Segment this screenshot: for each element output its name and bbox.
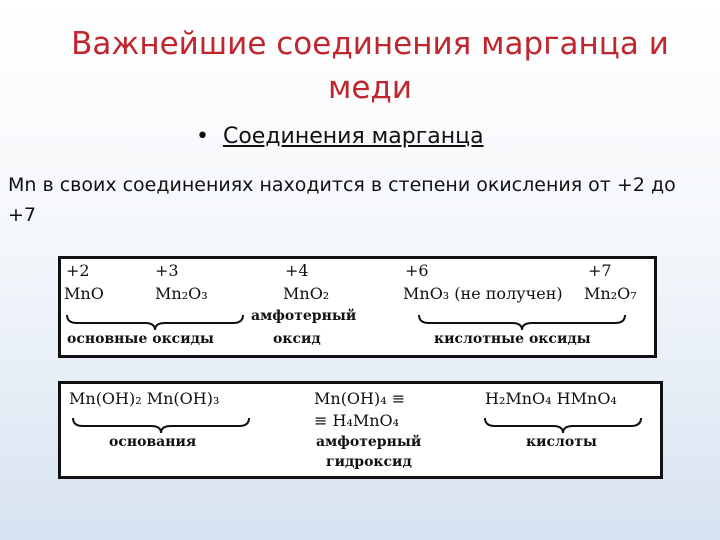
label-amphoteric: амфотерный	[251, 308, 357, 324]
label-bases: основания	[109, 434, 197, 450]
hydroxides-table	[58, 381, 663, 479]
label-amphoteric-hydroxide-1: амфотерный	[316, 434, 422, 450]
bullet-item	[196, 124, 484, 149]
formula-mn2o3: Mn₂O₃	[155, 284, 208, 303]
formula-mno2: MnO₂	[283, 284, 330, 303]
ox-state-3: +3	[155, 261, 179, 280]
formula-mno3: MnO₃ (не получен)	[403, 284, 563, 303]
formula-mnoh4: Mn(OH)₄ ≡	[314, 389, 406, 408]
label-acids: кислоты	[526, 434, 597, 450]
bullet-dot: •	[196, 124, 209, 149]
label-amphoteric-hydroxide-2: гидроксид	[326, 454, 412, 470]
slide-title: Важнейшие соединения марганца и меди	[71, 26, 669, 106]
formula-mn2o7: Mn₂O₇	[584, 284, 637, 303]
bullet-text: Соединения марганца	[222, 124, 484, 149]
label-acid-oxides: кислотные оксиды	[434, 331, 591, 347]
formula-hydroxides: Mn(OH)₂ Mn(OH)₃	[69, 389, 220, 408]
ox-state-7: +7	[588, 261, 612, 280]
ox-state-4: +4	[285, 261, 309, 280]
brace-basic-oxides	[65, 311, 245, 331]
formula-mno: MnO	[64, 284, 104, 303]
oxides-table	[58, 256, 657, 358]
oxidation-paragraph: Mn в своих соединениях находится в степени окисления от +2 до +7	[8, 174, 676, 226]
ox-state-2: +2	[66, 261, 90, 280]
brace-acid-oxides	[417, 311, 627, 331]
formula-acids: H₂MnO₄ HMnO₄	[485, 389, 617, 408]
ox-state-6: +6	[405, 261, 429, 280]
brace-bases	[71, 414, 251, 434]
label-oxide: оксид	[273, 331, 321, 347]
label-basic-oxides: основные оксиды	[67, 331, 214, 347]
formula-h4mno4: ≡ H₄MnO₄	[314, 411, 400, 430]
brace-acids	[483, 414, 643, 434]
